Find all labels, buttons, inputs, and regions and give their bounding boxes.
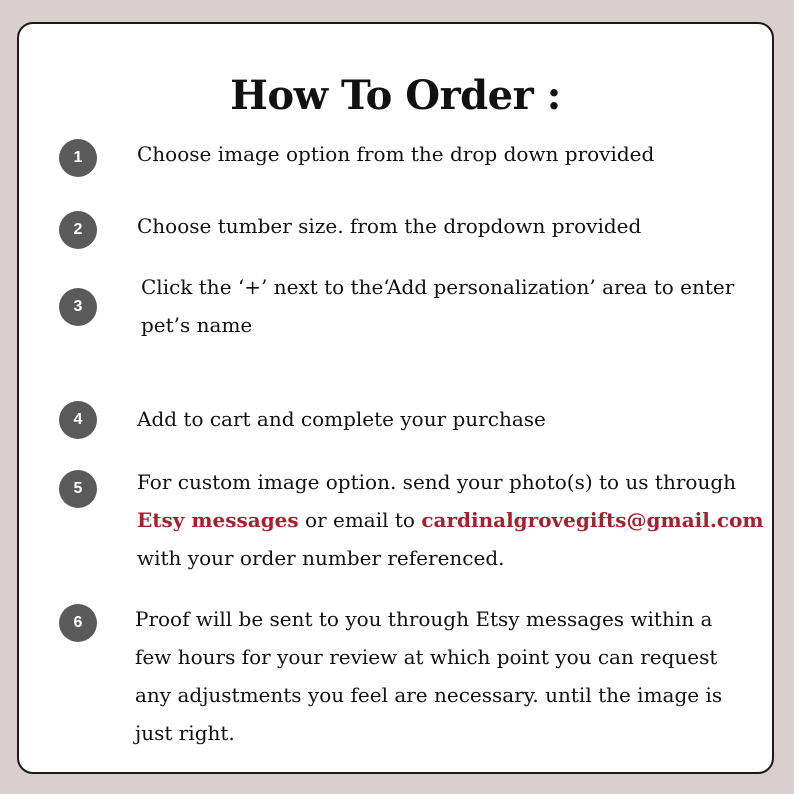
step-4-badge: 4 — [59, 401, 97, 439]
step-3-text — [141, 268, 734, 344]
step-5-line-1: For custom image option. send your photo(s) to us through — [137, 470, 737, 494]
etsy-messages-link[interactable]: Etsy messages — [137, 508, 299, 532]
step-6-line-4: just right. — [135, 721, 235, 745]
step-6-line-2: few hours for your review at which point you can request — [135, 645, 718, 669]
step-5-badge: 5 — [59, 470, 97, 508]
instructions-card — [17, 22, 774, 774]
step-3-line-2: pet’s name — [141, 313, 253, 337]
step-3-line-1: Click the ‘+’ next to the‘Add personalization’ area to enter — [141, 275, 735, 299]
step-4-line-1: Add to cart and complete your purchase — [137, 407, 546, 431]
step-4-text — [137, 400, 546, 438]
step-6-badge: 6 — [59, 604, 97, 642]
step-1-text — [137, 135, 654, 173]
step-1-badge: 1 — [59, 139, 97, 177]
page-title: How To Order : — [230, 72, 561, 119]
email-link[interactable]: cardinalgrovegifts@gmail.com — [421, 508, 764, 532]
step-5-line-2 — [137, 501, 764, 539]
step-5-mid-text: or email to — [298, 508, 422, 532]
step-2-badge: 2 — [59, 211, 97, 249]
step-6-line-3: any adjustments you feel are necessary. until the image is — [135, 683, 723, 707]
step-6-text — [135, 600, 722, 752]
step-3-badge: 3 — [59, 288, 97, 326]
step-2-text — [137, 207, 641, 245]
step-5-text — [137, 463, 764, 577]
step-2-line-1: Choose tumber size. from the dropdown provided — [137, 214, 642, 238]
step-5-line-3: with your order number referenced. — [137, 546, 505, 570]
step-6-line-1: Proof will be sent to you through Etsy messages within a — [135, 607, 713, 631]
step-1-line-1: Choose image option from the drop down provided — [137, 142, 655, 166]
